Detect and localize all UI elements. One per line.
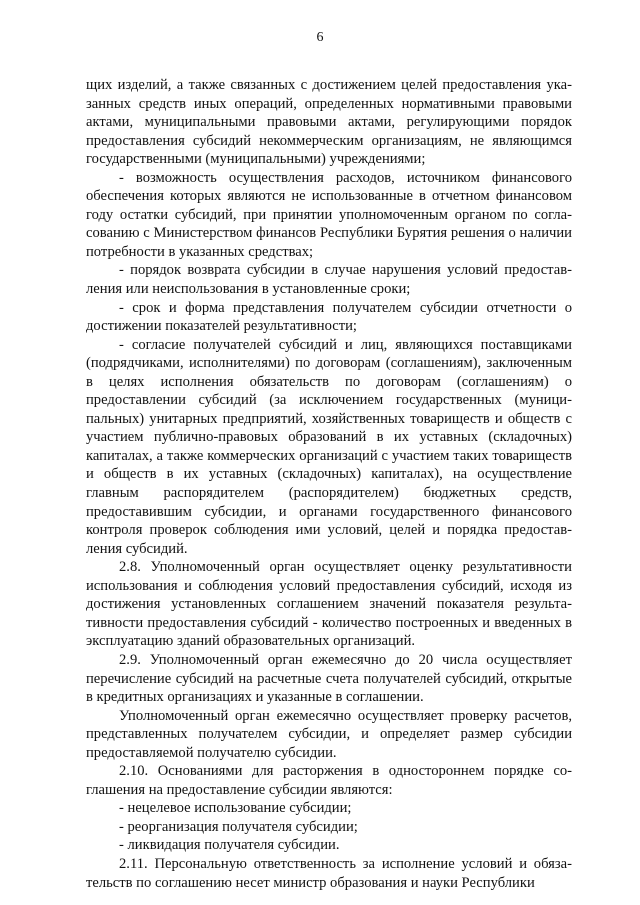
paragraph: щих изделий, а также связанных с достижением целей предоставления указанных средств иных операций, определенных нормативными правовыми актами, муниципальными правовыми актами, регулирующими порядок предоставления субсидий некоммерческим организациям, не являющимся государственными (муниципальными) учреждениями; bbox=[86, 77, 572, 168]
paragraph: 2.8. Уполномоченный орган осуществляет оценку результативности использования и соблюдения условий предоставления субсидий, исходя из достижения установленных соглашением значений показателя результативности предоставления субсидий - количество построенных и введенных в эксплуатацию зданий образовательных организаций. bbox=[86, 559, 572, 650]
paragraph: - возможность осуществления расходов, источником финансового обеспечения которых являются не использованные в отчетном финансовом году остатки субсидий, при принятии уполномоченным органом по согласованию с Министерством финансов Республики Бурятия решения о наличии потребности в указанных средствах; bbox=[86, 169, 572, 260]
page-number: 6 bbox=[316, 30, 324, 45]
paragraph: - срок и форма представления получателем субсидии отчетности о достижении показателей результативности; bbox=[86, 299, 572, 335]
paragraph: 2.9. Уполномоченный орган ежемесячно до 20 числа осуществляет перечисление субсидий на расчетные счета получателей субсидий, открытые в кредитных организациях и указанные в соглашении. bbox=[86, 651, 572, 706]
paragraph: 2.11. Персональную ответственность за исполнение условий и обязательств по соглашению несет министр образования и науки Республики bbox=[86, 855, 572, 891]
paragraph: - порядок возврата субсидии в случае нарушения условий предоставления или неиспользования в установленные сроки; bbox=[86, 262, 572, 298]
document-body bbox=[86, 76, 572, 892]
paragraph: - согласие получателей субсидий и лиц, являющихся поставщиками (подрядчиками, исполнителями) по договорам (соглашениям), заключенным в целях исполнения обязательств по договорам (соглашениям) о предоставлении субсидий (за исключением государственных (муниципальных) унитарных предприятий, хозяйственных товариществ и обществ с участием публично-правовых образований в их уставных (складочных) капиталах, а также коммерческих организаций с участием таких товариществ и обществ в их уставных (складочных) капиталах), на осуществление главным распорядителем (распорядителем) бюджетных средств, предоставившим субсидии, и органами государственного финансового контроля проверок соблюдения ими условий, целей и порядка предоставления субсидий. bbox=[86, 336, 572, 557]
paragraph: - реорганизация получателя субсидии; bbox=[119, 818, 358, 835]
paragraph: 2.10. Основаниями для расторжения в одностороннем порядке соглашения на предоставление субсидии являются: bbox=[86, 763, 572, 798]
paragraph: Уполномоченный орган ежемесячно осуществляет проверку расчетов, представленных получателем субсидии, и определяет размер субсидии предоставляемой получателю субсидии. bbox=[86, 707, 572, 761]
paragraph: - нецелевое использование субсидии; bbox=[119, 800, 352, 817]
paragraph: - ликвидация получателя субсидии. bbox=[119, 837, 340, 854]
